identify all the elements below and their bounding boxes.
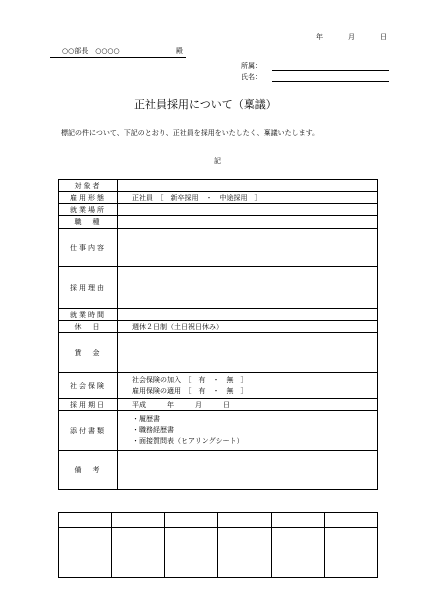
stamp-box[interactable]: [59, 528, 112, 578]
recipient-underline: [50, 57, 186, 58]
name-label: 氏名：: [241, 73, 262, 81]
form-row-employment-type: [59, 192, 378, 204]
stamp-header-cell: [324, 513, 377, 528]
stamp-header-cell: [165, 513, 218, 528]
form-row-target: [59, 180, 378, 192]
stamp-box[interactable]: [271, 528, 324, 578]
form-label: 添付書類: [59, 411, 118, 451]
date-month-label: 月: [348, 33, 355, 41]
stamp-box-row: [59, 528, 378, 578]
form-label: 仕事内容: [59, 229, 118, 267]
form-value[interactable]: [118, 216, 378, 229]
form-value[interactable]: [118, 451, 378, 490]
document-title: 正社員採用について（稟議）: [134, 98, 277, 111]
form-value[interactable]: [118, 373, 378, 399]
approval-form-table: [58, 179, 378, 490]
form-value[interactable]: [118, 333, 378, 373]
dept-field[interactable]: [272, 70, 389, 71]
stamp-box[interactable]: [112, 528, 165, 578]
form-label: 就業場所: [59, 204, 118, 216]
form-label: 雇用形態: [59, 192, 118, 204]
form-row-working-hours: [59, 309, 378, 321]
form-label: 就業時間: [59, 309, 118, 321]
form-label: 休 日: [59, 321, 118, 333]
ki-heading: 記: [214, 157, 221, 165]
date-year-label: 年: [316, 33, 323, 41]
form-value[interactable]: 正社員 ［ 新卒採用 ・ 中途採用 ］: [118, 192, 378, 204]
form-value[interactable]: [118, 267, 378, 309]
name-field[interactable]: [272, 81, 389, 82]
approval-stamp-grid: [58, 512, 378, 578]
employment-insurance-line: 雇用保険の適用 ［ 有 ・ 無 ］: [132, 386, 248, 395]
form-row-hiring-reason: [59, 267, 378, 309]
form-value[interactable]: 週休２日制（土日祝日休み）: [118, 321, 378, 333]
form-value[interactable]: [118, 411, 378, 451]
stamp-header-cell: [271, 513, 324, 528]
form-value[interactable]: 平成 年 月 日: [118, 399, 378, 411]
form-label: 対象者: [59, 180, 118, 192]
attachment-item: ・職務経歴書: [132, 426, 174, 434]
attachment-item: ・履歴書: [132, 415, 160, 423]
form-label: 備 考: [59, 451, 118, 490]
form-value[interactable]: [118, 309, 378, 321]
dept-label: 所属：: [241, 62, 262, 70]
form-row-remarks: [59, 451, 378, 490]
form-row-holidays: [59, 321, 378, 333]
form-value[interactable]: [118, 180, 378, 192]
document-body: 標記の件について、下記のとおり、正社員を採用をいたしたく、稟議いたします。: [61, 129, 320, 137]
form-row-social-insurance: [59, 373, 378, 399]
recipient-suffix: 殿: [176, 47, 183, 55]
form-label: 採用理由: [59, 267, 118, 309]
form-row-job-type: [59, 216, 378, 229]
date-day-label: 日: [380, 33, 387, 41]
stamp-box[interactable]: [218, 528, 271, 578]
stamp-header-row: [59, 513, 378, 528]
attachment-item: ・面接質問表（ヒアリングシート）: [132, 437, 244, 445]
form-row-workplace: [59, 204, 378, 216]
recipient-name: ○○部長 ○○○○: [62, 47, 120, 55]
form-row-wages: [59, 333, 378, 373]
form-label: 社会保険: [59, 373, 118, 399]
form-label: 採用期日: [59, 399, 118, 411]
stamp-header-cell: [218, 513, 271, 528]
stamp-header-cell: [112, 513, 165, 528]
form-row-attachments: [59, 411, 378, 451]
form-label: 職 種: [59, 216, 118, 229]
form-value[interactable]: [118, 204, 378, 216]
stamp-header-cell: [59, 513, 112, 528]
stamp-box[interactable]: [324, 528, 377, 578]
form-row-hire-date: [59, 399, 378, 411]
form-label: 賃 金: [59, 333, 118, 373]
form-row-job-content: [59, 229, 378, 267]
stamp-box[interactable]: [165, 528, 218, 578]
social-insurance-line: 社会保険の加入 ［ 有 ・ 無 ］: [132, 375, 248, 384]
form-value[interactable]: [118, 229, 378, 267]
